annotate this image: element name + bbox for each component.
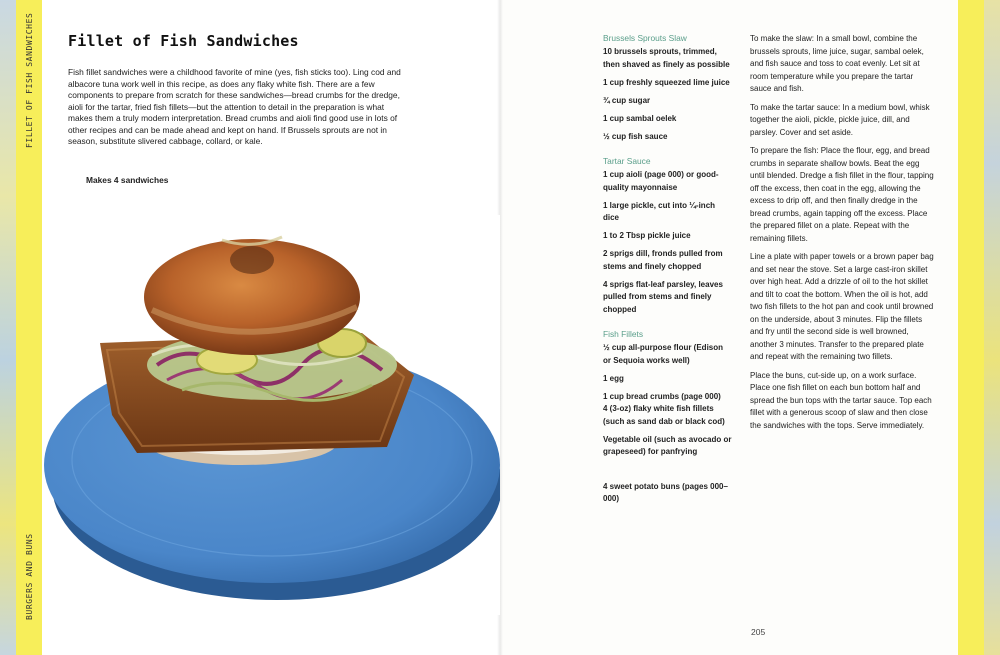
background-edge-right (984, 0, 1000, 655)
ingredient-item: 1 cup aioli (page 000) or good-quality mayonnaise (603, 170, 719, 192)
ingredient-item: 4 sweet potato buns (pages 000–000) (603, 481, 728, 503)
ingredient-item: 1 egg (603, 373, 624, 383)
page-number: 205 (751, 627, 766, 637)
ingredient-item: 4 sprigs flat-leaf parsley, leaves pulled from stems and finely chopped (603, 279, 723, 314)
method-step: To make the slaw: In a small bowl, combine the brussels sprouts, lime juice, sugar, sambal oelek, and fish sauce and toss to coat evenly. Let sit at room temperature while you prepare the tartar sauce and fish. (750, 34, 924, 93)
recipe-intro: Fish fillet sandwiches were a childhood favorite of mine (yes, fish sticks too). Ling cod and albacore tuna work well in this recipe, as does any flaky white fish. There are a few components to prepare from scratch for these sandwiches—bread crumbs for the dredge, aioli for the tartar, fried fish fillets—but the attention to detail in the preparation is what makes them a truly modern interpretation. Bread crumbs and aioli find good use in lots of other recipes and can be made ahead and kept on hand. If Brussels sprouts are not in season, substitute slivered cabbage, collard, or kale. (68, 67, 401, 146)
tartar-heading: Tartar Sauce (603, 156, 651, 166)
spine-label-recipe: FILLET OF FISH SANDWICHES (25, 12, 34, 148)
slaw-heading: Brussels Sprouts Slaw (603, 33, 687, 43)
recipe-title: Fillet of Fish Sandwiches (68, 32, 299, 50)
sandwich-photo (42, 215, 500, 615)
method-step: Place the buns, cut-side up, on a work surface. Place one fish fillet on each bun bottom half and spread the bun tops with the tartar sauce. Top each fillet with a generous scoop of slaw and then close the sandwiches with the tops. Serve immediately. (750, 370, 932, 430)
ingredient-item: 1 large pickle, cut into ¼-inch dice (603, 200, 716, 222)
background-edge-left (0, 0, 16, 655)
spine-label-chapter: BURGERS AND BUNS (25, 533, 34, 620)
method-step: To make the tartar sauce: In a medium bowl, whisk together the aioli, pickle, pickle juice, dill, and parsley. Cover and set aside. (750, 102, 930, 137)
binding-strip-right (958, 0, 984, 655)
ingredient-item: ½ cup all-purpose flour (Edison or Sequoia works well) (603, 343, 724, 365)
recipe-yield: Makes 4 sandwiches (86, 175, 169, 185)
ingredient-item: 1 cup bread crumbs (page 000) (603, 391, 721, 401)
ingredient-item: 2 sprigs dill, fronds pulled from stems and finely chopped (603, 249, 723, 271)
ingredient-item: Vegetable oil (such as avocado or grapeseed) for panfrying (603, 434, 732, 456)
ingredient-item: 1 to 2 Tbsp pickle juice (603, 231, 691, 240)
ingredient-item: 10 brussels sprouts, trimmed, then shaved as finely as possible (603, 47, 730, 69)
method-step: To prepare the fish: Place the flour, egg, and bread crumbs in separate shallow bowls. Beat the egg until blended. Dredge a fish fillet in the flour, tapping off the excess, then coat in the egg, allowing the excess to drip off, and then finally dredge in the bread crumbs, again tapping off the excess. Place the prepared fillet on a plate. Repeat with the remaining fillets. (750, 146, 934, 243)
ingredient-item: ¾ cup sugar (603, 95, 651, 105)
ingredients-column (603, 33, 733, 511)
method-step: Line a plate with paper towels or a brown paper bag and set near the stove. Set a large cast-iron skillet over high heat. Add a drizzle of oil to the hot skillet and tilt to coat the bottom. When the oil is hot, add two fish fillets to the hot pan and cook until browned on the underside, about 3 minutes. Flip the fillets and fry until the second side is well browned, another 3 minutes. Transfer to the prepared plate and repeat with the remaining two fillets. (750, 252, 934, 361)
ingredient-item: 1 cup freshly squeezed lime juice (603, 77, 730, 87)
method-column (750, 33, 935, 438)
ingredient-item: 1 cup sambal oelek (603, 113, 677, 123)
fillets-heading: Fish Fillets (603, 329, 644, 339)
ingredient-item: ½ cup fish sauce (603, 131, 668, 141)
ingredient-item: 4 (3-oz) flaky white fish fillets (such as sand dab or black cod) (603, 404, 725, 426)
